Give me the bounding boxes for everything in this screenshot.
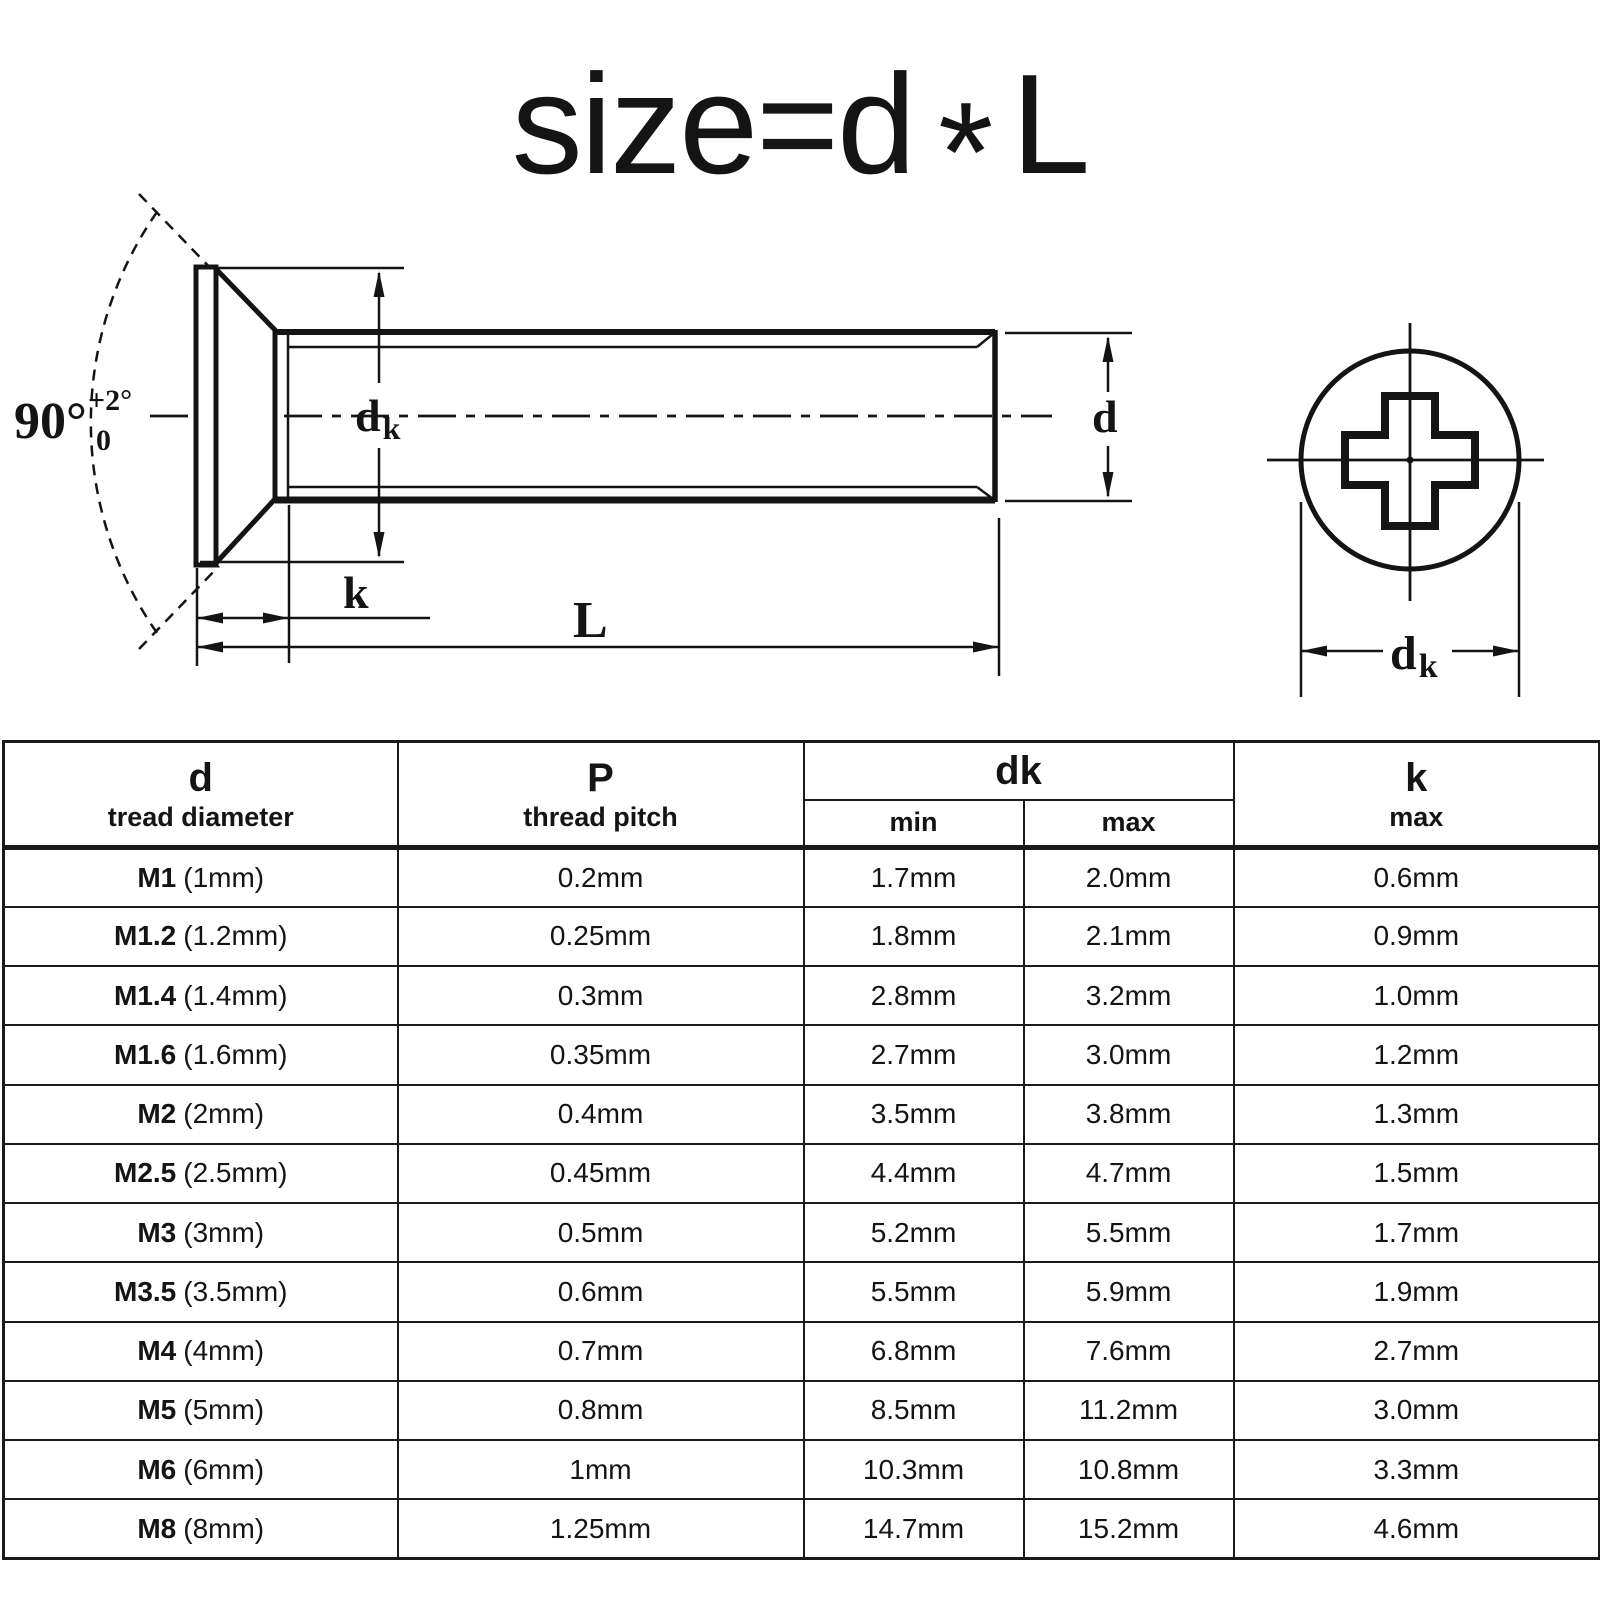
cell-k-max: 1.9mm [1234, 1262, 1600, 1321]
header-p-title: P [587, 755, 614, 800]
cell-k-max: 0.9mm [1234, 907, 1600, 966]
cell-k-max: 4.6mm [1234, 1499, 1600, 1558]
cell-k-max: 1.5mm [1234, 1144, 1600, 1203]
header-d-title: d [188, 755, 213, 800]
cell-pitch: 1mm [398, 1440, 804, 1499]
center-mark [1407, 457, 1414, 464]
label-d: d [1092, 391, 1118, 442]
cell-dk-max: 2.0mm [1024, 848, 1234, 907]
arrowhead-left-icon [1301, 646, 1327, 657]
screw-head-cone [216, 269, 275, 563]
arrowhead-right-icon [1493, 646, 1519, 657]
cell-pitch: 0.2mm [398, 848, 804, 907]
header-dk-title: dk [995, 748, 1042, 793]
cell-k-max: 2.7mm [1234, 1322, 1600, 1381]
cell-dk-max: 3.2mm [1024, 966, 1234, 1025]
cell-dk-max: 4.7mm [1024, 1144, 1234, 1203]
header-k-sub: max [1389, 801, 1444, 832]
arrowhead-up-icon [374, 271, 385, 297]
cell-pitch: 1.25mm [398, 1499, 804, 1558]
cell-dk-min: 3.5mm [804, 1085, 1024, 1144]
cell-dk-max: 3.8mm [1024, 1085, 1234, 1144]
label-L: L [573, 592, 608, 649]
header-k-title: k [1405, 755, 1428, 800]
header-dk-max: max [1024, 800, 1234, 848]
screw-head-flat [196, 267, 216, 565]
cell-dk-max: 7.6mm [1024, 1322, 1234, 1381]
cell-size: M8 (8mm) [4, 1499, 398, 1558]
cell-pitch: 0.6mm [398, 1262, 804, 1321]
title-left: size=d [511, 45, 915, 204]
cell-k-max: 0.6mm [1234, 848, 1600, 907]
cell-dk-max: 10.8mm [1024, 1440, 1234, 1499]
header-dk-min: min [804, 800, 1024, 848]
cell-size: M3 (3mm) [4, 1203, 398, 1262]
cell-pitch: 0.3mm [398, 966, 804, 1025]
cell-k-max: 3.3mm [1234, 1440, 1600, 1499]
header-d [4, 742, 398, 848]
cell-pitch: 0.45mm [398, 1144, 804, 1203]
cell-size: M1.6 (1.6mm) [4, 1025, 398, 1084]
label-dk-top: dk [1390, 627, 1438, 685]
cell-size: M2 (2mm) [4, 1085, 398, 1144]
cell-size: M1 (1mm) [4, 848, 398, 907]
cell-dk-min: 6.8mm [804, 1322, 1024, 1381]
cell-pitch: 0.25mm [398, 907, 804, 966]
cell-size: M4 (4mm) [4, 1322, 398, 1381]
table-row [4, 1144, 1600, 1203]
angle-extension-bottom [139, 566, 219, 649]
cell-dk-max: 11.2mm [1024, 1381, 1234, 1440]
arrowhead-down-icon [1103, 472, 1114, 498]
cell-dk-min: 14.7mm [804, 1499, 1024, 1558]
cell-size: M6 (6mm) [4, 1440, 398, 1499]
table-row [4, 907, 1600, 966]
header-dk [804, 742, 1234, 800]
cell-size: M1.4 (1.4mm) [4, 966, 398, 1025]
table-row [4, 1440, 1600, 1499]
cell-pitch: 0.8mm [398, 1381, 804, 1440]
cell-dk-min: 8.5mm [804, 1381, 1024, 1440]
header-p [398, 742, 804, 848]
cell-pitch: 0.35mm [398, 1025, 804, 1084]
cell-size: M3.5 (3.5mm) [4, 1262, 398, 1321]
table-row [4, 1322, 1600, 1381]
cell-dk-min: 10.3mm [804, 1440, 1024, 1499]
table-row [4, 1381, 1600, 1440]
label-angle-upper-tolerance: +2° [88, 384, 133, 417]
cell-dk-min: 2.7mm [804, 1025, 1024, 1084]
arrowhead-right-icon [263, 613, 289, 624]
spec-table [2, 740, 1600, 1560]
cell-dk-max: 5.9mm [1024, 1262, 1234, 1321]
cell-k-max: 1.7mm [1234, 1203, 1600, 1262]
arrowhead-left-icon [197, 642, 223, 653]
label-angle: 90° [14, 393, 87, 450]
cell-dk-max: 2.1mm [1024, 907, 1234, 966]
angle-arc [91, 212, 157, 633]
arrowhead-down-icon [374, 532, 385, 558]
title-right: L [1011, 45, 1089, 204]
cell-dk-min: 1.8mm [804, 907, 1024, 966]
cell-dk-max: 15.2mm [1024, 1499, 1234, 1558]
cell-dk-max: 5.5mm [1024, 1203, 1234, 1262]
cell-size: M5 (5mm) [4, 1381, 398, 1440]
table-row [4, 966, 1600, 1025]
header-d-sub: tread diameter [107, 801, 294, 832]
header-k [1234, 742, 1600, 848]
cell-dk-min: 5.2mm [804, 1203, 1024, 1262]
cell-dk-max: 3.0mm [1024, 1025, 1234, 1084]
screw-side-view [91, 194, 1132, 676]
cell-pitch: 0.5mm [398, 1203, 804, 1262]
table-row [4, 1203, 1600, 1262]
table-row [4, 1262, 1600, 1321]
title-asterisk: * [938, 73, 992, 233]
table-row [4, 1085, 1600, 1144]
cell-dk-min: 2.8mm [804, 966, 1024, 1025]
cell-k-max: 1.0mm [1234, 966, 1600, 1025]
cell-k-max: 1.2mm [1234, 1025, 1600, 1084]
table-row [4, 1499, 1600, 1558]
table-row [4, 848, 1600, 907]
label-dk-side: dk [355, 390, 401, 446]
cell-size: M2.5 (2.5mm) [4, 1144, 398, 1203]
header-p-sub: thread pitch [523, 801, 678, 832]
cell-dk-min: 4.4mm [804, 1144, 1024, 1203]
cell-dk-min: 1.7mm [804, 848, 1024, 907]
cell-pitch: 0.4mm [398, 1085, 804, 1144]
cell-dk-min: 5.5mm [804, 1262, 1024, 1321]
table-row [4, 1025, 1600, 1084]
arrowhead-right-icon [973, 642, 999, 653]
label-angle-lower-tolerance: 0 [96, 424, 111, 457]
label-k: k [343, 567, 369, 618]
arrowhead-left-icon [197, 613, 223, 624]
cell-pitch: 0.7mm [398, 1322, 804, 1381]
cell-size: M1.2 (1.2mm) [4, 907, 398, 966]
arrowhead-up-icon [1103, 336, 1114, 362]
cell-k-max: 3.0mm [1234, 1381, 1600, 1440]
cell-k-max: 1.3mm [1234, 1085, 1600, 1144]
thread-line-top [288, 334, 993, 347]
